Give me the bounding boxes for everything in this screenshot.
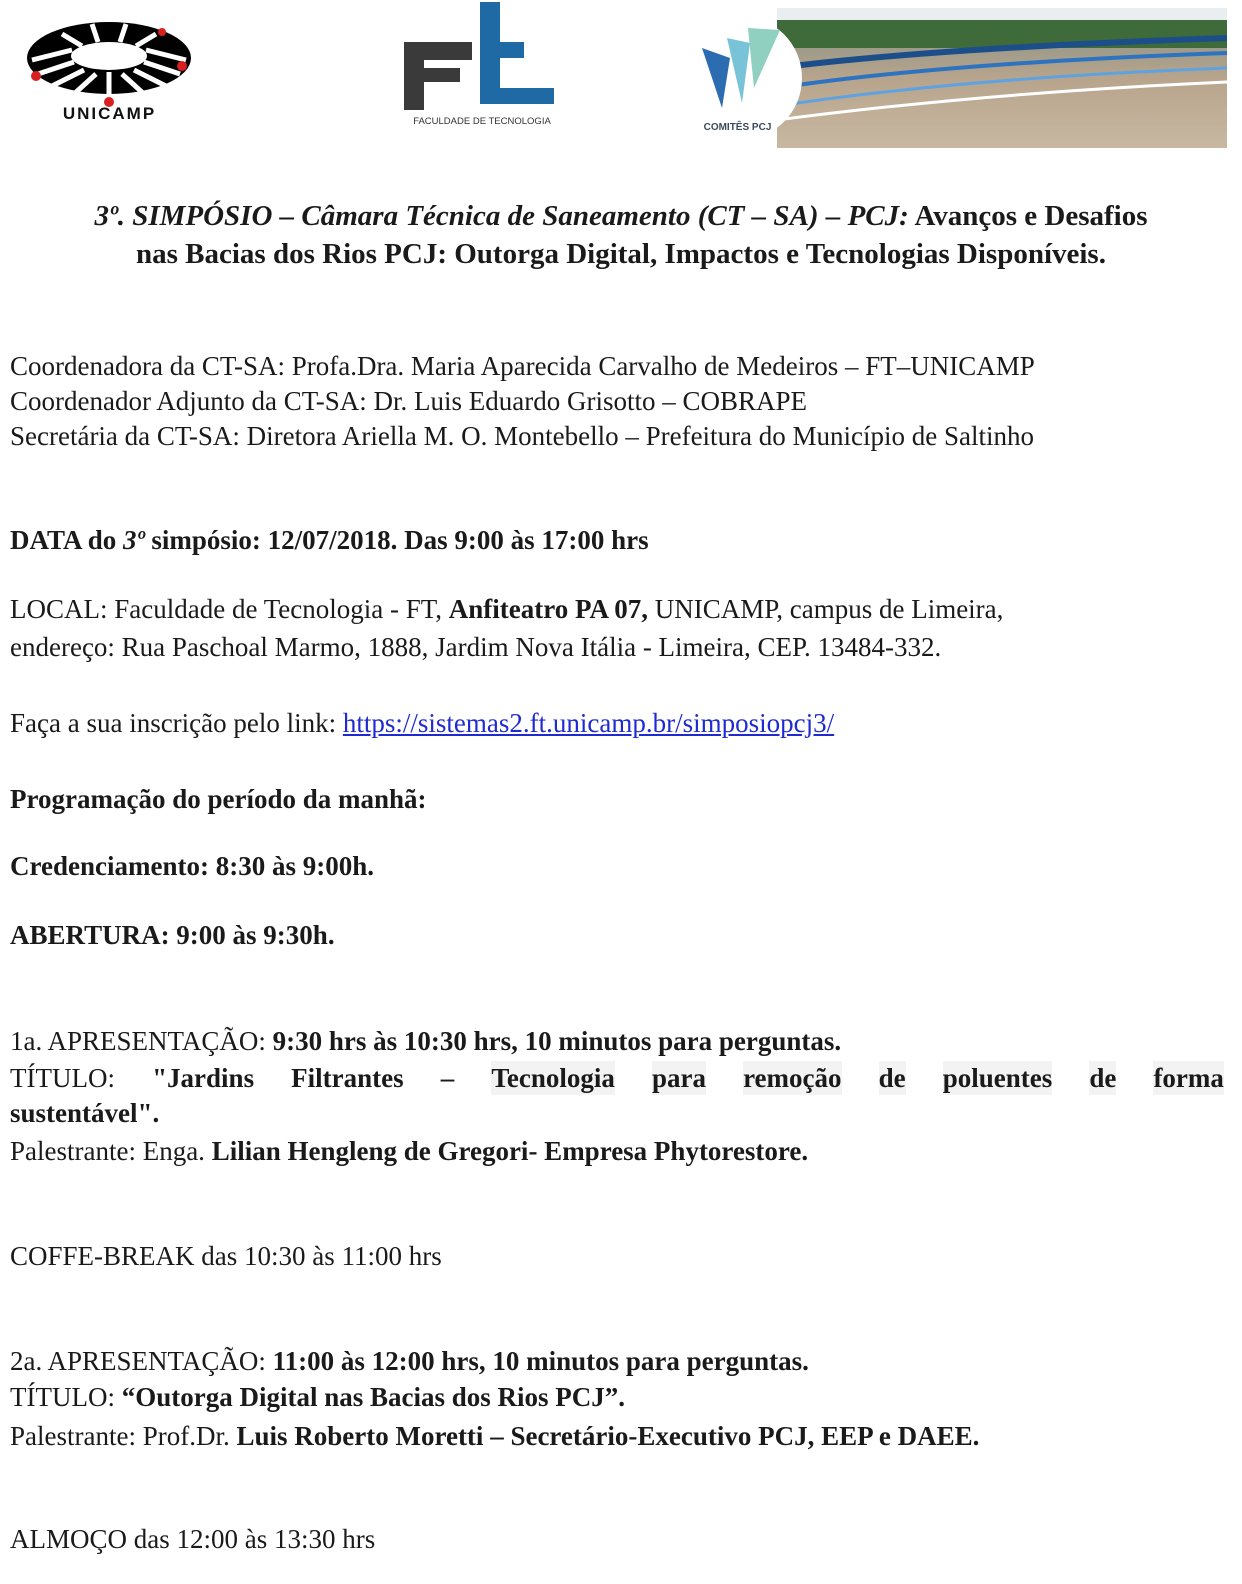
presentation-1-time: 9:30 hrs às 10:30 hrs, 10 minutos para perguntas. bbox=[272, 1026, 842, 1056]
secretary: Secretária da CT-SA: Diretora Ariella M. O. Montebello – Prefeitura do Município de Saltinho bbox=[10, 421, 1035, 451]
coffee-break: COFFE-BREAK das 10:30 às 11:00 hrs bbox=[10, 1241, 442, 1271]
lunch: ALMOÇO das 12:00 às 13:30 hrs bbox=[10, 1524, 376, 1554]
morning-heading: Programação do período da manhã: bbox=[10, 784, 427, 814]
title-word: – bbox=[440, 1063, 455, 1093]
symposium-title-italic: 3º. SIMPÓSIO – Câmara Técnica de Saneamento (CT – SA) – PCJ: bbox=[94, 200, 909, 232]
symposium-title-bold: Avanços e Desafios bbox=[914, 200, 1148, 232]
location-prefix: LOCAL: Faculdade de Tecnologia - FT, bbox=[10, 594, 449, 624]
comites-pcj-banner bbox=[682, 8, 1227, 148]
presentation-2-title-label: TÍTULO: bbox=[10, 1382, 122, 1412]
speaker-label: Palestrante: Prof.Dr. bbox=[10, 1421, 237, 1451]
title-word: de bbox=[1089, 1063, 1117, 1093]
unicamp-logo bbox=[22, 20, 197, 125]
presentation-2-title bbox=[10, 1380, 625, 1414]
location-room: Anfiteatro PA 07, bbox=[448, 594, 648, 624]
speaker-company: - Empresa Phytorestore. bbox=[528, 1136, 809, 1166]
comites-pcj-text: COMITÊS PCJ bbox=[703, 122, 772, 133]
ft-logo-text: FACULDADE DE TECNOLOGIA bbox=[413, 116, 551, 127]
title-word: de bbox=[878, 1063, 906, 1093]
presentation-2-header bbox=[10, 1344, 809, 1378]
date-prefix: DATA do bbox=[10, 525, 124, 555]
date-suffix: simpósio: 12/07/2018. Das 9:00 às 17:00 hrs bbox=[144, 525, 649, 555]
title-word: forma bbox=[1153, 1063, 1224, 1093]
abertura: ABERTURA: 9:00 às 9:30h. bbox=[10, 920, 335, 950]
presentation-1-header bbox=[10, 1024, 841, 1058]
speaker-label: Palestrante: Enga. bbox=[10, 1136, 212, 1166]
date-ordinal: 3º bbox=[123, 525, 145, 555]
title-word: remoção bbox=[743, 1063, 842, 1093]
ft-emblem-icon bbox=[400, 0, 560, 115]
event-date bbox=[10, 523, 649, 557]
presentation-2-speaker bbox=[10, 1419, 979, 1453]
registration-link[interactable]: https://sistemas2.ft.unicamp.br/simposiopcj3/ bbox=[342, 708, 835, 738]
presentation-1-speaker bbox=[10, 1134, 808, 1168]
presentation-2-label: 2a. APRESENTAÇÃO: bbox=[10, 1346, 273, 1376]
title-word: poluentes bbox=[942, 1063, 1053, 1093]
presentation-1-title bbox=[10, 1061, 1224, 1095]
credenciamento: Credenciamento: 8:30 às 9:00h. bbox=[10, 851, 374, 881]
location-suffix: UNICAMP, campus de Limeira, bbox=[647, 594, 1004, 624]
title-word: Tecnologia bbox=[491, 1063, 615, 1093]
unicamp-logo-text: UNICAMP bbox=[62, 104, 157, 123]
registration-text: Faça a sua inscrição pelo link: bbox=[10, 708, 343, 738]
speaker-role: – Secretário-Executivo PCJ, EEP e DAEE. bbox=[483, 1421, 980, 1451]
title-word: para bbox=[651, 1063, 706, 1093]
presentation-1-title-label: TÍTULO: bbox=[10, 1063, 115, 1093]
coordinator: Coordenadora da CT-SA: Profa.Dra. Maria Aparecida Carvalho de Medeiros – FT–UNICAMP bbox=[10, 351, 1035, 381]
presentation-2-time: 11:00 às 12:00 hrs, 10 minutos para perguntas. bbox=[272, 1346, 809, 1376]
registration bbox=[10, 706, 834, 740]
event-location bbox=[10, 592, 1003, 626]
ft-logo bbox=[400, 0, 560, 135]
symposium-title-line-1 bbox=[0, 198, 1242, 234]
title-word: Filtrantes bbox=[291, 1063, 404, 1093]
adjunct-coordinator: Coordenador Adjunto da CT-SA: Dr. Luis Eduardo Grisotto – COBRAPE bbox=[10, 386, 807, 416]
speaker-name: Lilian Hengleng de Gregori bbox=[211, 1136, 529, 1166]
title-word: "Jardins bbox=[152, 1063, 255, 1093]
presentation-1-title-end: sustentável". bbox=[10, 1098, 160, 1128]
speaker-name: Luis Roberto Moretti bbox=[236, 1421, 484, 1451]
unicamp-emblem-icon bbox=[22, 20, 197, 110]
symposium-title-line-2: nas Bacias dos Rios PCJ: Outorga Digital, Impactos e Tecnologias Disponíveis. bbox=[136, 238, 1106, 270]
presentation-2-title-text: “Outorga Digital nas Bacias dos Rios PCJ”. bbox=[121, 1382, 626, 1412]
event-address: endereço: Rua Paschoal Marmo, 1888, Jardim Nova Itália - Limeira, CEP. 13484-332. bbox=[10, 632, 942, 662]
presentation-1-label: 1a. APRESENTAÇÃO: bbox=[10, 1026, 273, 1056]
